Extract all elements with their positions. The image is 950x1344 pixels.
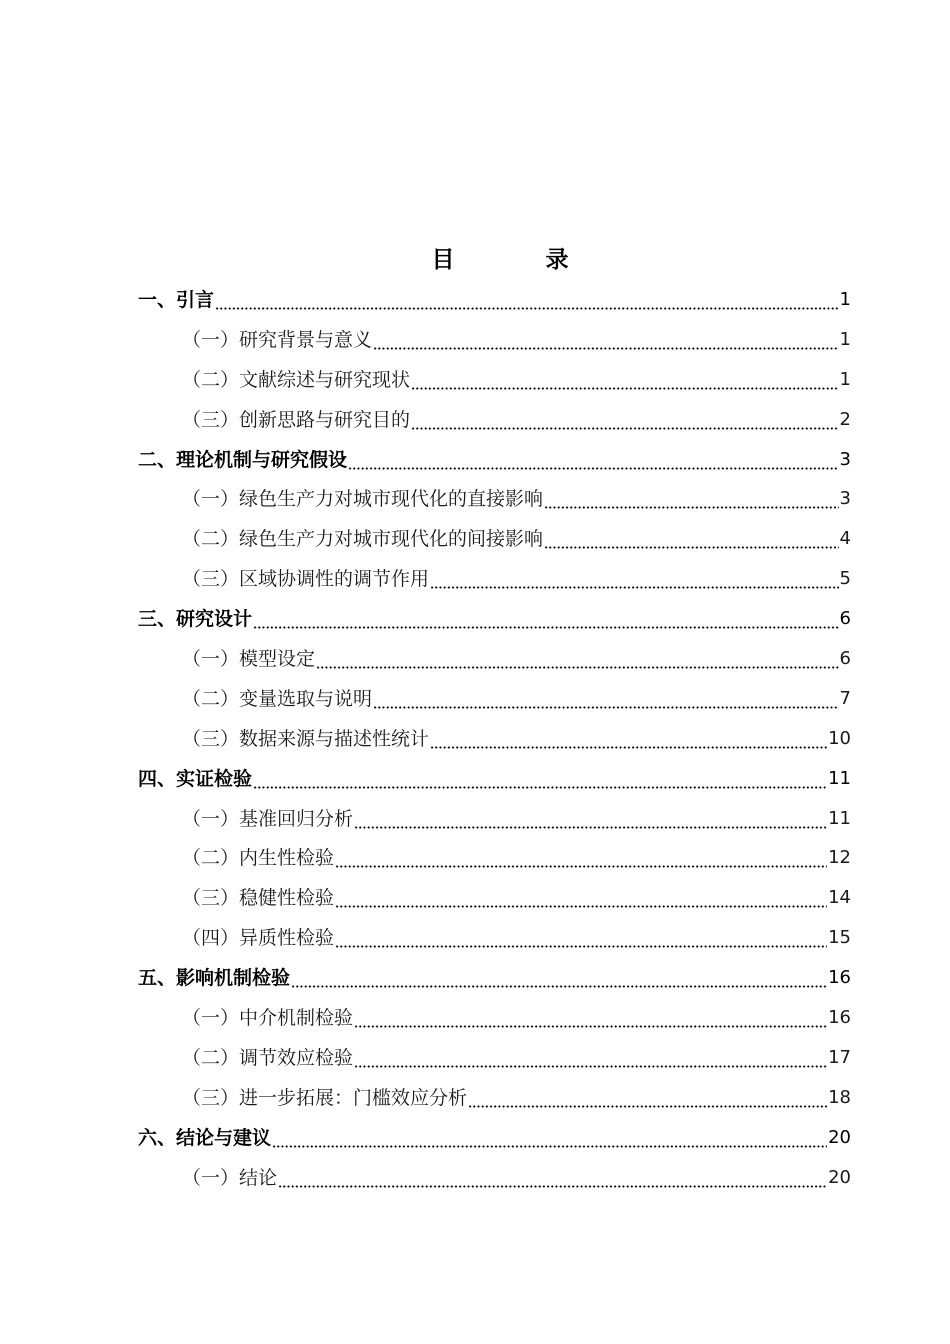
toc-dot-leader: [272, 1126, 827, 1150]
toc-dot-leader: [354, 1006, 827, 1030]
toc-page-number: 6: [839, 647, 851, 669]
toc-section-entry[interactable]: [138, 759, 851, 799]
toc-entry-label: （一）研究背景与意义: [182, 328, 373, 351]
toc-dot-leader: [253, 767, 827, 791]
toc-dot-leader: [335, 886, 827, 910]
toc-entry-label: （三）区域协调性的调节作用: [182, 568, 430, 591]
toc-section-entry[interactable]: [138, 440, 851, 480]
toc-page-number: 2: [839, 408, 851, 430]
toc-section-entry[interactable]: [138, 280, 851, 320]
toc-subsection-entry[interactable]: [138, 559, 851, 599]
toc-entry-label: （一）模型设定: [182, 647, 316, 670]
toc-subsection-entry[interactable]: [138, 838, 851, 878]
toc-page-number: 1: [839, 288, 851, 310]
toc-subsection-entry[interactable]: [138, 918, 851, 958]
toc-dot-leader: [253, 607, 839, 631]
toc-page-number: 4: [839, 528, 851, 550]
toc-subsection-entry[interactable]: [138, 998, 851, 1038]
toc-entry-label: （一）结论: [182, 1166, 278, 1189]
toc-page-number: 1: [839, 328, 851, 350]
toc-subsection-entry[interactable]: [138, 360, 851, 400]
toc-entry-label: （三）稳健性检验: [182, 887, 335, 910]
toc-page-number: 18: [828, 1086, 851, 1108]
toc-page-number: 17: [828, 1046, 851, 1068]
toc-dot-leader: [373, 328, 839, 352]
toc-entry-label: （一）基准回归分析: [182, 807, 354, 830]
toc-page-number: 20: [828, 1166, 851, 1188]
toc-title: 目 录: [431, 246, 603, 273]
toc-subsection-entry[interactable]: [138, 719, 851, 759]
toc-subsection-entry[interactable]: [138, 878, 851, 918]
toc-page-number: 14: [828, 887, 851, 909]
toc-dot-leader: [335, 926, 827, 950]
toc-page-number: 15: [828, 927, 851, 949]
toc-page-number: 16: [828, 1006, 851, 1028]
toc-entry-label: 二、理论机制与研究假设: [138, 448, 348, 471]
toc-subsection-entry[interactable]: [138, 1158, 851, 1198]
toc-page-number: 3: [839, 448, 851, 470]
toc-page-number: 10: [828, 727, 851, 749]
toc-subsection-entry[interactable]: [138, 639, 851, 679]
toc-dot-leader: [373, 687, 839, 711]
toc-list: [138, 280, 851, 1197]
toc-dot-leader: [430, 727, 827, 751]
toc-page-number: 1: [839, 368, 851, 390]
toc-page-number: 3: [839, 488, 851, 510]
toc-subsection-entry[interactable]: [138, 400, 851, 440]
toc-page-number: 12: [828, 847, 851, 869]
toc-entry-label: （三）创新思路与研究目的: [182, 408, 411, 431]
toc-entry-label: （二）变量选取与说明: [182, 687, 373, 710]
toc-subsection-entry[interactable]: [138, 799, 851, 839]
toc-dot-leader: [354, 807, 827, 831]
toc-entry-label: （三）进一步拓展：门槛效应分析: [182, 1086, 468, 1109]
toc-entry-label: （二）内生性检验: [182, 847, 335, 870]
toc-page-number: 6: [839, 608, 851, 630]
toc-subsection-entry[interactable]: [138, 679, 851, 719]
toc-entry-label: （一）中介机制检验: [182, 1006, 354, 1029]
toc-dot-leader: [468, 1086, 827, 1110]
toc-subsection-entry[interactable]: [138, 320, 851, 360]
toc-entry-label: 四、实证检验: [138, 767, 253, 790]
toc-dot-leader: [278, 1166, 827, 1190]
toc-page-number: 11: [828, 807, 851, 829]
toc-page-number: 11: [828, 767, 851, 789]
toc-entry-label: （三）数据来源与描述性统计: [182, 727, 430, 750]
toc-entry-label: （二）绿色生产力对城市现代化的间接影响: [182, 528, 544, 551]
toc-entry-label: 三、研究设计: [138, 608, 253, 631]
toc-dot-leader: [544, 527, 839, 551]
toc-dot-leader: [348, 448, 839, 472]
toc-entry-label: 五、影响机制检验: [138, 967, 291, 990]
toc-page-number: 16: [828, 967, 851, 989]
toc-section-entry[interactable]: [138, 1118, 851, 1158]
toc-dot-leader: [411, 408, 839, 432]
toc-dot-leader: [335, 846, 827, 870]
toc-subsection-entry[interactable]: [138, 1038, 851, 1078]
toc-dot-leader: [411, 368, 839, 392]
toc-page-number: 7: [839, 687, 851, 709]
toc-dot-leader: [215, 288, 839, 312]
toc-section-entry[interactable]: [138, 958, 851, 998]
toc-subsection-entry[interactable]: [138, 1078, 851, 1118]
toc-entry-label: 六、结论与建议: [138, 1126, 272, 1149]
toc-dot-leader: [544, 487, 839, 511]
toc-section-entry[interactable]: [138, 599, 851, 639]
toc-subsection-entry[interactable]: [138, 519, 851, 559]
toc-entry-label: （二）文献综述与研究现状: [182, 368, 411, 391]
toc-entry-label: （四）异质性检验: [182, 927, 335, 950]
toc-entry-label: （一）绿色生产力对城市现代化的直接影响: [182, 488, 544, 511]
toc-dot-leader: [430, 567, 839, 591]
toc-dot-leader: [316, 647, 839, 671]
toc-subsection-entry[interactable]: [138, 479, 851, 519]
toc-dot-leader: [291, 966, 827, 990]
toc-entry-label: （二）调节效应检验: [182, 1046, 354, 1069]
toc-page-number: 20: [828, 1126, 851, 1148]
toc-dot-leader: [354, 1046, 827, 1070]
toc-page-number: 5: [839, 568, 851, 590]
toc-entry-label: 一、引言: [138, 288, 215, 311]
